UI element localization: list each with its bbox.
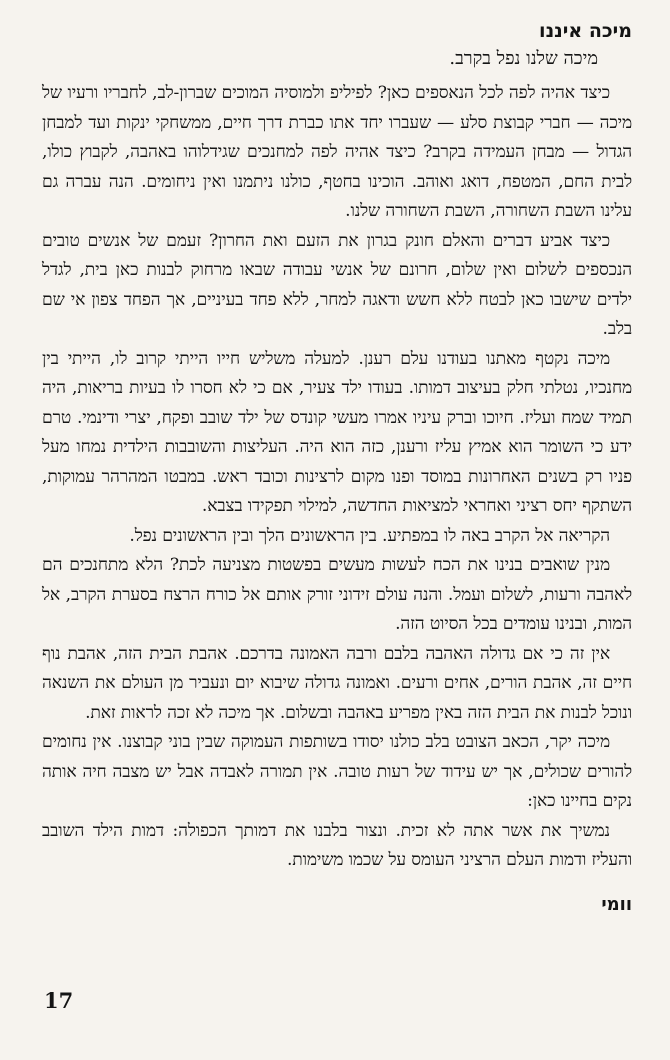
page-heading: מיכה איננו <box>539 20 632 42</box>
paragraph: אין זה כי אם גדולה האהבה בלבם ורבה האמונה בדרכם. אהבת הבית הזה, אהבת נוף חיים זה, אהבת הורים, אחים ורעים. ואמונה גדולה שיבוא יום ונעביר מן העולם את השנאה ונוכל לבנות את הבית הזה באין מפריע באהבה ובשלום. אך מיכה לא זכה לראות זאת. <box>42 643 632 723</box>
opening-line: מיכה שלנו נפל בקרב. <box>449 48 598 69</box>
page-number: 17 <box>44 988 74 1013</box>
paragraph: מיכה יקר, הכאב הצובט בלב כולנו יסודו בשותפות העמוקה שבין בוני קבוצנו. אין נחומים להורים שכולים, אך יש עידוד של רעות טובה. אין תמורה לאבדה אבל יש מצבה חיה אותה נקים בחיינו כאן: <box>42 732 632 811</box>
paragraph: נמשיך את אשר אתה לא זכית. ונצור בלבנו את דמותך הכפולה: דמות הילד השובב והעליז ודמות העלם הרציני העומס על שכמו משימות. <box>42 820 632 870</box>
paragraph: כיצד אביע דברים והאלם חונק בגרון את הזעם ואת החרון? זעמם של אנשים טובים הנכספים לשלום ואין שלום, חרונם של אנשי עבודה שבאו מרחוק לבנות כאן בית, לגדל ילדים שישבו כאן לבטח ללא חשש ודאגה למחר, ללא פחד בעיניים, אך הפחד צפון אי שם בלב. <box>42 230 632 339</box>
paragraph: הקריאה אל הקרב באה לו במפתיע. בין הראשונים הלך ובין הראשונים נפל. <box>129 525 610 546</box>
paragraph: מנין שואבים בנינו את הכח לעשות מעשים בפשטות מצניעה לכת? הלא מתחנכים הם לאהבה ורעות, לשלום ועמל. והנה עולם זידוני זורק אותם אל כורח הרצח בסערת הקרב, אל המות, ובנינו עומדים בכל הסיוט הזה. <box>42 555 632 634</box>
author-signature: וומי <box>601 893 632 915</box>
paragraph: מיכה נקטף מאתנו בעודנו עלם רענן. למעלה משליש חייו הייתי קרוב לו, הייתי בין מחנכיו, נטלתי חלק בעיצוב דמותו. בעודו ילד צעיר, אם כי לא חסרו לו בעיות בריאות, היה תמיד שמח ועליז. חיוכו וברק עיניו אמרו מעשי קונדס של ילד שובב ופקח, יצרי ודינמי. טרם ידע כי השומר הוא אמיץ עליז ורענן, כזה הוא היה. העליצות והשובבות הילדית נמחו מעל פניו רק בשנים האחרונות במוסד ופנו מקום לרצינות וכובד ראש. במבטו המהרהר עמוקות, השתקף יחס רציני ואחראי למציאות החדשה, למילוי תפקידו בצבא. <box>42 348 632 516</box>
body-text <box>42 79 632 876</box>
paragraph: כיצד אהיה לפה לכל הנאספים כאן? לפיליפ ולמוסיה המוכים שברון-לב, לחבריו ורעיו של מיכה — חברי קבוצת סלע — שעברו יחד אתו כברת דרך חיים, ממשחקי ינקות ועד למבחן הגדול — מבחן העמידה בקרב? כיצד אהיה לפה למחנכים שגידלוהו באהבה, לקבוץ כולו, לבית החם, המטפח, דואג ואוהב. הוכינו בחטף, כולנו ניתמנו ואין ניחומים. הנה עברה גם עלינו השבת השחורה, השבת השחורה שלנו. <box>42 83 632 221</box>
